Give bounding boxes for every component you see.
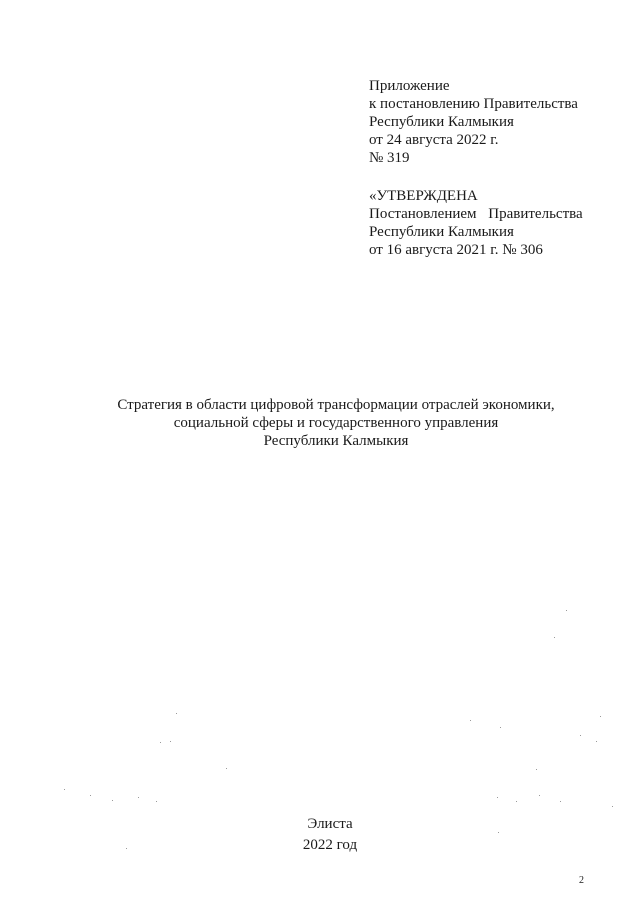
- title-line: Стратегия в области цифровой трансформации отраслей экономики,: [117, 397, 555, 413]
- appendix-line: Республики Калмыкия: [369, 114, 514, 130]
- approval-line: Постановлением Правительства: [369, 206, 583, 222]
- scan-speck: [500, 727, 501, 728]
- appendix-block: [369, 77, 578, 167]
- scan-speck: [566, 610, 567, 611]
- title-line: социальной сферы и государственного управления: [173, 415, 499, 431]
- scan-speck: [539, 795, 540, 796]
- appendix-line: Приложение: [369, 78, 450, 94]
- approval-line: Республики Калмыкия: [369, 224, 514, 240]
- scan-speck: [498, 832, 499, 833]
- approval-line: «УТВЕРЖДЕНА: [369, 188, 478, 204]
- page-number: 2: [579, 875, 584, 886]
- scan-speck: [470, 720, 471, 721]
- scan-speck: [112, 800, 113, 801]
- approval-block: [369, 187, 583, 259]
- scan-speck: [176, 713, 177, 714]
- title-line: Республики Калмыкия: [263, 433, 409, 449]
- scan-speck: [580, 735, 581, 736]
- scan-speck: [536, 769, 537, 770]
- year-label: 2022 год: [302, 837, 358, 853]
- appendix-line: от 24 августа 2022 г.: [369, 132, 499, 148]
- city-label: Элиста: [307, 816, 353, 832]
- scan-speck: [596, 741, 597, 742]
- scan-speck: [497, 797, 498, 798]
- scan-speck: [64, 789, 65, 790]
- scan-speck: [126, 848, 127, 849]
- scan-speck: [226, 768, 227, 769]
- scan-speck: [516, 801, 517, 802]
- scan-speck: [138, 797, 139, 798]
- approval-line: от 16 августа 2021 г. № 306: [369, 242, 543, 258]
- scan-speck: [560, 801, 561, 802]
- scan-speck: [600, 716, 601, 717]
- scan-speck: [612, 806, 613, 807]
- scan-speck: [90, 795, 91, 796]
- scan-speck: [160, 742, 161, 743]
- scan-speck: [170, 741, 171, 742]
- appendix-line: к постановлению Правительства: [369, 96, 578, 112]
- appendix-line: № 319: [369, 150, 410, 166]
- document-title: [0, 396, 640, 450]
- scan-speck: [156, 801, 157, 802]
- scan-speck: [554, 637, 555, 638]
